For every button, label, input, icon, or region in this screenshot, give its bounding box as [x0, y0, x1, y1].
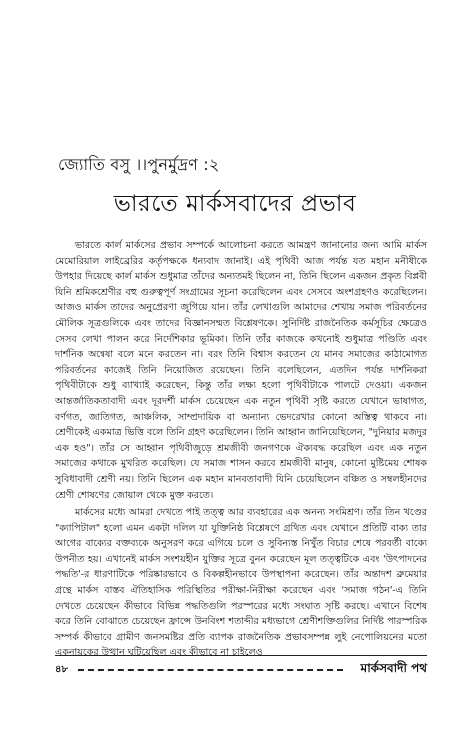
series-label: জ্যোতি বসু ।।পুনর্মুদ্রণ :২: [58, 155, 220, 174]
footer-dashed-rule: [78, 669, 343, 671]
article-body: [55, 238, 427, 661]
paragraph: ভারতে কার্ল মার্কসের প্রভাব সম্পর্কে আলোচনা করতে আমন্ত্রণ জানানোর জন্য আমি মার্কস মেমোরিয়াল লাইব্রেরির কর্তৃপক্ষকে ধন্যবাদ জানাই। এই পৃথিবী আজ পর্যন্ত যত মহান মনীষীকে উপহার দিয়েছে কার্ল মার্কস শুধুমাত্র তাঁদের অন্যতমই ছিলেন না, তিনি ছিলেন একজন প্রকৃত বিপ্লবী যিনি শ্রমিকশ্রেণীর বহু গুরুত্বপূর্ণ সংগ্রামের সূচনা করেছিলেন এবং সেসবে অংশগ্রহণও করেছিলেন। আজও মার্কস তাদের অনুপ্রেরণা জুগিয়ে যান। তাঁর লেখাগুলি আমাদের শেখায় সমাজ পরিবর্তনের মৌলিক সূত্রগুলিকে এবং তাদের বিজ্ঞানসম্মত বিশ্লেষণকে। সুনির্দিষ্ট রাজনৈতিক কর্মসূচির ক্ষেত্রেও সেসব লেখা পালন করে নির্দেশিকার ভূমিকা। তিনি তাঁর কাজকে কখনোই শুধুমাত্র পণ্ডিতি এবং দার্শনিক অন্বেষা বলে মনে করতেন না। বরং তিনি বিশ্বাস করতেন যে মানব সমাজের কাঠামোগত পরিবর্তনের কাজেই তিনি নিয়োজিত রয়েছেন। তিনি বলেছিলেন, এতদিন পর্যন্ত দার্শনিকরা পৃথিবীটাকে শুধু ব্যাখ্যাই করেছেন, কিন্তু তাঁর লক্ষ্য হলো পৃথিবীটাকে পালটে দেওয়া। একজন আন্তর্জাতিকতাবাদী এবং দূরদর্শী মার্কস চেয়েছেন এক নতুন পৃথিবী সৃষ্টি করতে যেখানে ভাষাগত, বর্ণগত, জাতিগত, আঞ্চলিক, সাম্প্রদায়িক বা অন্যান্য ভেদরেখার কোনো অস্তিত্ব থাকবে না। শ্রেণীকেই একমাত্র ভিত্তি বলে তিনি গ্রহণ করেছিলেন। তিনি আহ্বান জানিয়েছিলেন, "দুনিয়ার মজদুর এক হও"। তাঁর সে আহ্বান পৃথিবীজুড়ে শ্রমজীবী জনগণকে ঐক্যবদ্ধ করেছিল এবং এক নতুন সমাজের কথাকে মুখরিত করেছিল। যে সমাজ শাসন করবে শ্রমজীবী মানুষ, কোনো মুষ্টিমেয় শোষক সুবিধাবাদী শ্রেণী নয়। তিনি ছিলেন এক মহান মানবতাবাদী যিনি চেয়েছিলেন বঞ্চিত ও সম্বলহীনদের শ্রেণী শোষণের জোয়াল থেকে মুক্ত করতে।: [55, 240, 427, 501]
footer-rule: [55, 655, 427, 656]
journal-name: মার্কসবাদী পথ: [360, 661, 427, 675]
paragraph: মার্কসের মধ্যে আমরা দেখতে পাই তত্ত্ব আর ব্যবহারের এক অনন্য সংমিশ্রণ। তাঁর তিন খণ্ডের "ক্যাপিটাল" হলো এমন একটা দলিল যা যুক্তিনিষ্ঠ বিশ্লেষণে গ্রথিত এবং যেখানে প্রতিটি বাক্য তার আগের বাক্যের বক্তব্যকে অনুসরণ করে এগিয়ে চলে ও সুবিন্যস্ত নিখুঁত বিচার শেষে পরবর্তী বাক্যে উপনীত হয়। এখানেই মার্কস সংশয়হীন যুক্তির সূত্রে বুনন করেছেন মূল তত্ত্বটিকে এবং 'উৎপাদনের পদ্ধতি'-র ধারণাটিকে পরিষ্কারভাবে ও বিকল্পহীনভাবে উপস্থাপনা করেছেন। তাঁর অন্তাদশ ব্রুমেয়ার গ্রন্থে মার্কস বাস্তব ঐতিহাসিক পরিস্থিতির পরীক্ষা-নিরীক্ষা করেছেন এবং 'সমাজ গঠন'-এ তিনি দেখতে চেয়েছেন কীভাবে বিভিন্ন পদ্ধতিগুলি পরস্পরের মধ্যে সংঘাত সৃষ্টি করছে। এখানে বিশেষ করে তিনি বোঝাতে চেয়েছেন ফ্রান্সে উনবিংশ শতাব্দীর মধ্যভাগে শ্রেণীশক্তিগুলির নির্দিষ্ট পারস্পরিক সম্পর্ক কীভাবে গ্রামীণ জনসমষ্টির প্রতি ব্যাপক রাজনৈতিক প্রভাবসম্পন্ন লুই নেপোলিয়নের মতো একনায়কের উত্থান ঘটিয়েছিল এবং কীভাবে না চাইলেও: [55, 507, 427, 659]
article-title: ভারতে মার্কসবাদের প্রভাব: [113, 191, 357, 217]
page-number: ৪৮: [55, 664, 68, 675]
